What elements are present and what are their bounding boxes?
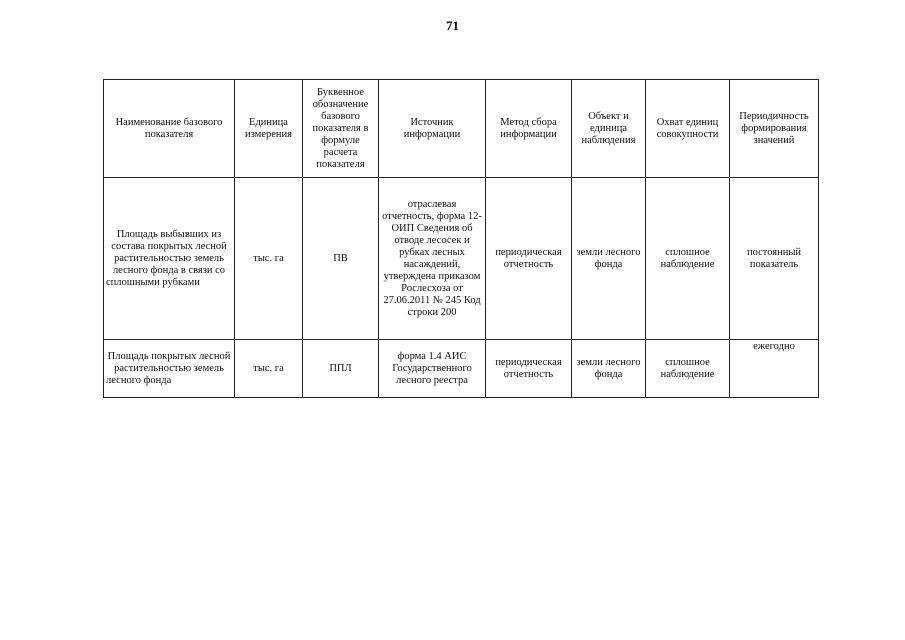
indicator-table	[103, 79, 819, 398]
cell-method: периодическая отчетность	[486, 340, 572, 398]
header-object: Объект и единица наблюдения	[572, 80, 646, 178]
cell-object: земли лесного фонда	[572, 178, 646, 340]
cell-symbol: ППЛ	[303, 340, 379, 398]
header-source: Источник информации	[379, 80, 486, 178]
cell-unit: тыс. га	[235, 340, 303, 398]
page-number: 71	[446, 18, 459, 33]
table-row	[104, 340, 819, 398]
header-symbol: Буквенное обозначение базового показателя в формуле расчета показателя	[303, 80, 379, 178]
table-row	[104, 178, 819, 340]
cell-symbol: ПВ	[303, 178, 379, 340]
header-indicator-name: Наименование базового показателя	[104, 80, 235, 178]
cell-unit: тыс. га	[235, 178, 303, 340]
cell-object: земли лесного фонда	[572, 340, 646, 398]
cell-source: отраслевая отчетность, форма 12-ОИП Сведения об отводе лесосек и рубках лесных насаждений, утверждена приказом Рослесхоза от 27.06.2011 № 245 Код строки 200	[379, 178, 486, 340]
header-coverage: Охват единиц совокупности	[646, 80, 730, 178]
header-periodicity: Периодичность формирования значений	[730, 80, 819, 178]
cell-name: Площадь покрытых лесной растительностью земель лесного фонда	[104, 340, 235, 398]
cell-name: Площадь выбывших из состава покрытых лесной растительностью земель лесного фонда в связи со сплошными рубками	[104, 178, 235, 340]
cell-method: периодическая отчетность	[486, 178, 572, 340]
header-unit: Единица измерения	[235, 80, 303, 178]
cell-coverage: сплошное наблюдение	[646, 178, 730, 340]
cell-periodicity: ежегодно	[730, 340, 819, 398]
cell-periodicity: постоянный показатель	[730, 178, 819, 340]
cell-source: форма 1.4 АИС Государственного лесного реестра	[379, 340, 486, 398]
cell-coverage: сплошное наблюдение	[646, 340, 730, 398]
table-header-row	[104, 80, 819, 178]
header-method: Метод сбора информации	[486, 80, 572, 178]
